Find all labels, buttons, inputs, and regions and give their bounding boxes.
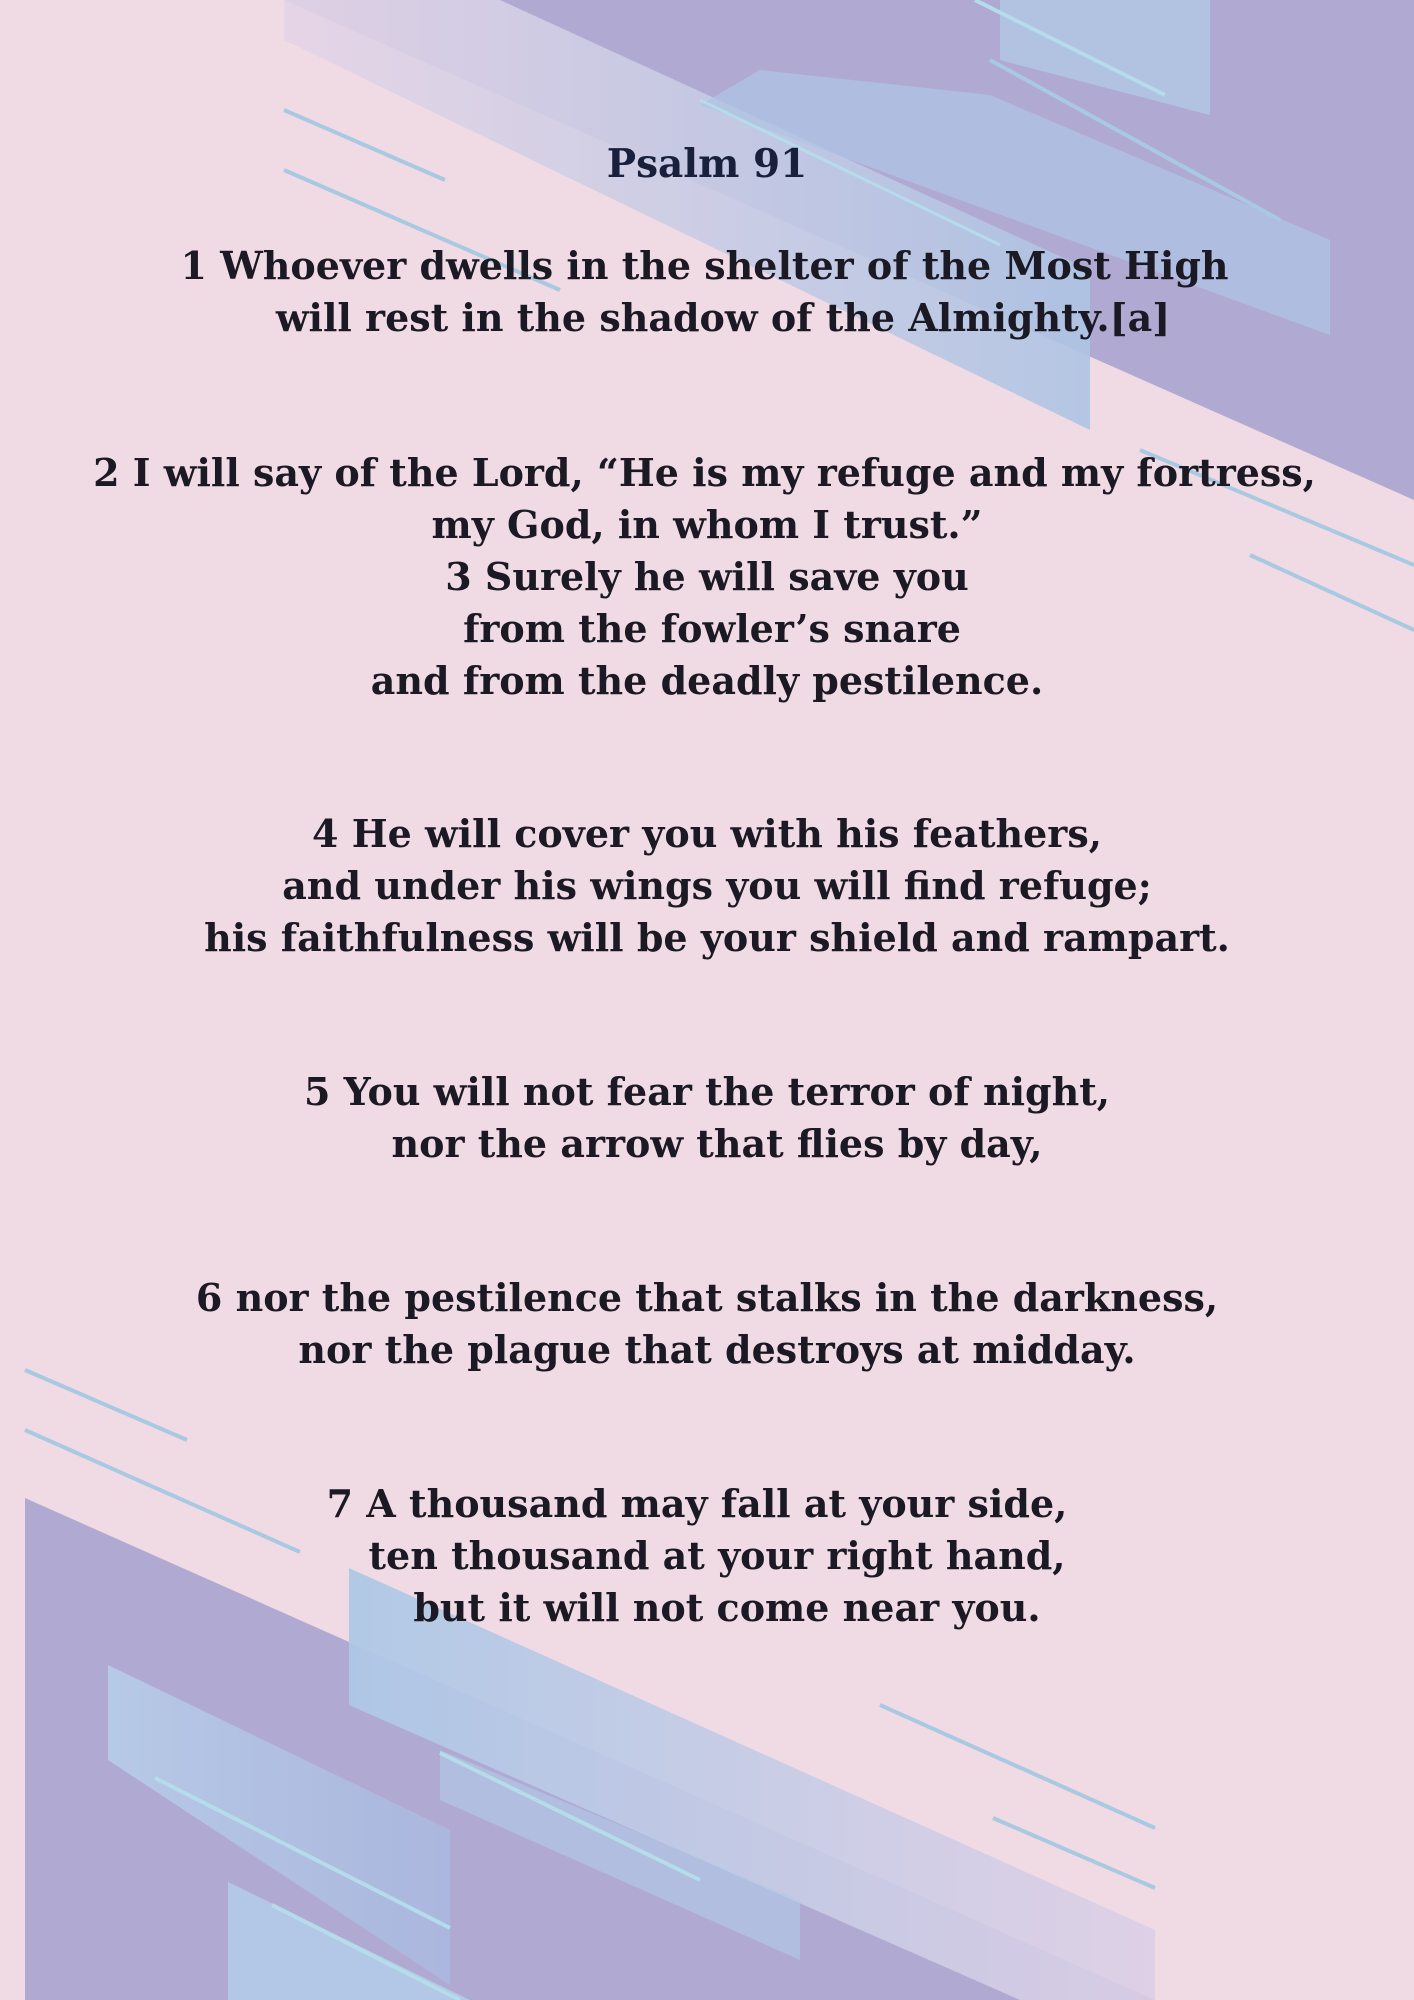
verse-line: from the fowler’s snare (463, 606, 961, 651)
verse-line: my God, in whom I trust.” (431, 502, 983, 547)
verse-line: nor the arrow that flies by day, (391, 1121, 1043, 1166)
verse-line: nor the plague that destroys at midday. (298, 1327, 1136, 1372)
verse-line: 1 Whoever dwells in the shelter of the Most High (180, 243, 1229, 288)
stanza-2 (0, 447, 1414, 707)
verse-line: and under his wings you will find refuge; (282, 863, 1152, 908)
stanza-3 (0, 808, 1414, 964)
verse-line: 7 A thousand may fall at your side, (326, 1481, 1068, 1526)
verse-line: will rest in the shadow of the Almighty.[a] (275, 295, 1171, 340)
verse-line: 2 I will say of the Lord, “He is my refuge and my fortress, (93, 450, 1316, 495)
verse-line: 5 You will not fear the terror of night, (303, 1069, 1110, 1114)
stanza-4 (0, 1066, 1414, 1170)
verse-line: 6 nor the pestilence that stalks in the darkness, (195, 1275, 1219, 1320)
stanza-1 (0, 240, 1414, 344)
verse-line: 4 He will cover you with his feathers, (312, 811, 1102, 856)
verse-line: his faithfulness will be your shield and rampart. (204, 915, 1230, 960)
verse-line: but it will not come near you. (413, 1585, 1041, 1630)
verse-line: ten thousand at your right hand, (368, 1533, 1066, 1578)
stanza-6 (0, 1478, 1414, 1634)
poem-title: Psalm 91 (606, 141, 808, 187)
verse-line: 3 Surely he will save you (445, 554, 969, 599)
verse-line: and from the deadly pestilence. (370, 658, 1044, 703)
stanza-5 (0, 1272, 1414, 1376)
